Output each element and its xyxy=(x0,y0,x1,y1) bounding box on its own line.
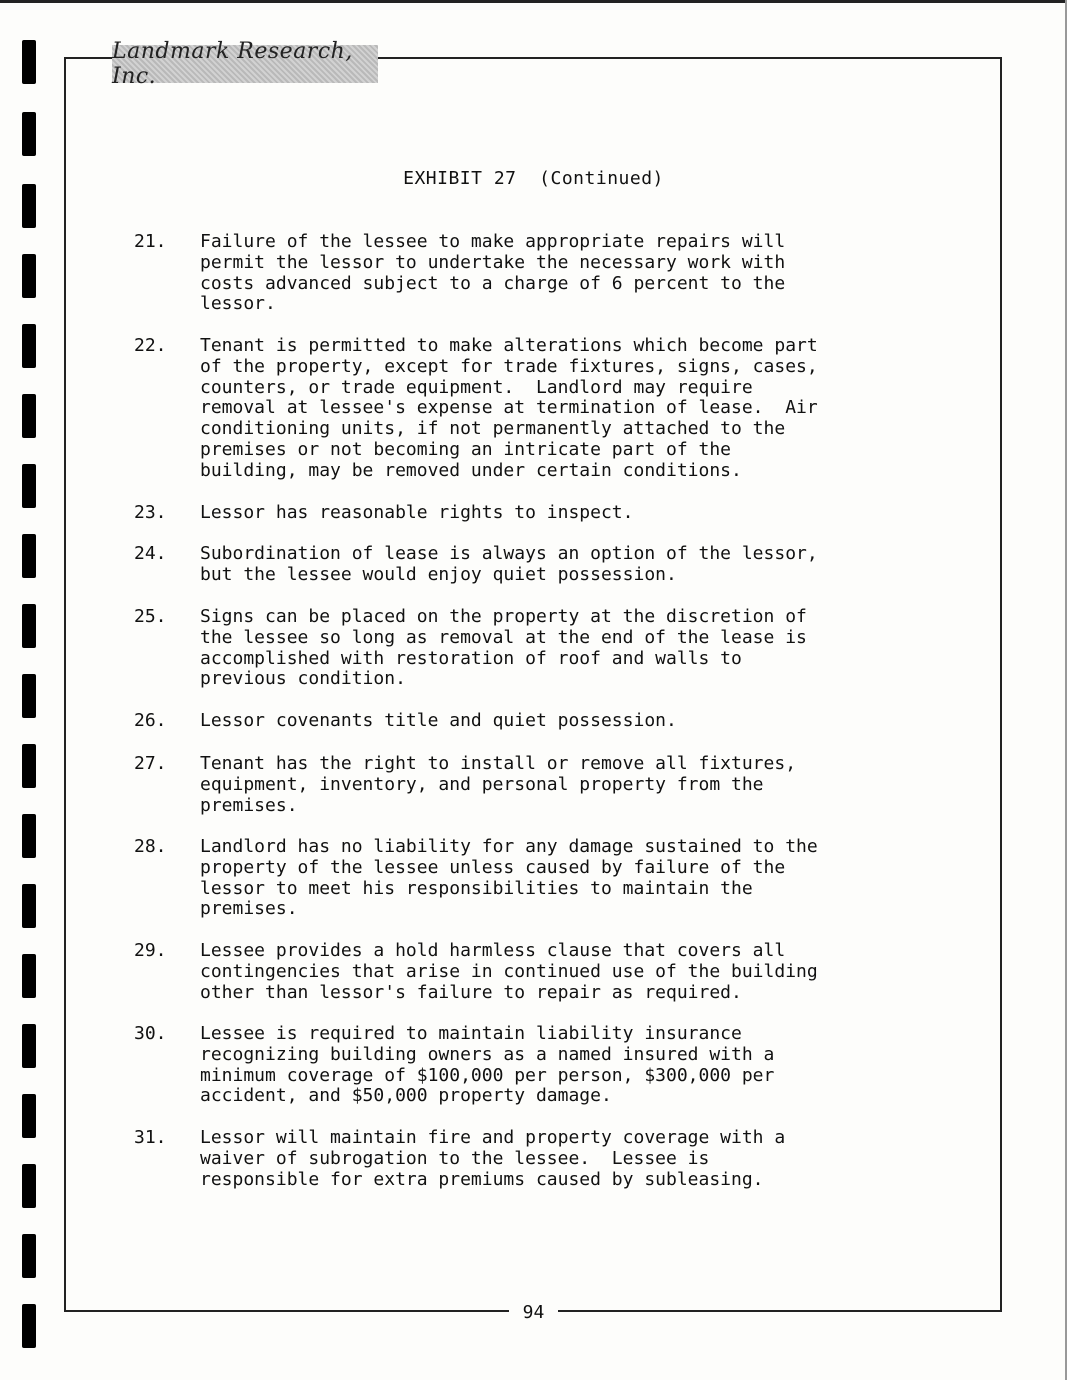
page-number xyxy=(0,1302,1067,1323)
item-number: 22. xyxy=(134,335,167,356)
company-logo xyxy=(112,39,378,89)
page-number-text: 94 xyxy=(509,1302,559,1323)
item-text: Signs can be placed on the property at the discretion of the lessee so long as removal at the end of the lease is accomplished with restoration of roof and walls to previous condition. xyxy=(200,606,807,690)
item-text: Lessor will maintain fire and property coverage with a waiver of subrogation to the lessee. Lessee is responsible for extra premiums caused by subleasing. xyxy=(200,1127,786,1190)
item-number: 30. xyxy=(134,1023,167,1044)
item-text: Tenant is permitted to make alterations which become part of the property, except for trade fixtures, signs, cases, counters, or trade equipment. Landlord may require removal at lessee's expense at termination of lease. Air conditioning units, if not permanently attached to the premises or not becoming an intricate part of the building, may be removed under certain conditions. xyxy=(200,335,818,481)
item-text: Failure of the lessee to make appropriate repairs will permit the lessor to undertake the necessary work with costs advanced subject to a charge of 6 percent to the lessor. xyxy=(200,231,786,315)
item-number: 21. xyxy=(134,231,167,252)
logo-text: Landmark Research, Inc. xyxy=(112,39,353,89)
item-text: Lessee provides a hold harmless clause that covers all contingencies that arise in continued use of the building other than lessor's failure to repair as required. xyxy=(200,940,818,1003)
item-number: 31. xyxy=(134,1127,167,1148)
item-text: Landlord has no liability for any damage sustained to the property of the lessee unless caused by failure of the lessor to meet his responsibilities to maintain the premises. xyxy=(200,836,818,920)
item-number: 29. xyxy=(134,940,167,961)
item-number: 24. xyxy=(134,543,167,564)
item-text: Tenant has the right to install or remove all fixtures, equipment, inventory, and personal property from the premises. xyxy=(200,753,797,816)
item-number: 28. xyxy=(134,836,167,857)
item-text: Lessee is required to maintain liability insurance recognizing building owners as a named insured with a minimum coverage of $100,000 per person, $300,000 per accident, and $50,000 property damage. xyxy=(200,1023,775,1107)
scan-edge-top xyxy=(0,0,1067,3)
item-text: Subordination of lease is always an option of the lessor, but the lessee would enjoy quiet possession. xyxy=(200,543,818,585)
item-number: 23. xyxy=(134,502,167,523)
item-text: Lessor has reasonable rights to inspect. xyxy=(200,502,634,523)
item-number: 26. xyxy=(134,710,167,731)
item-number: 27. xyxy=(134,753,167,774)
item-text: Lessor covenants title and quiet possession. xyxy=(200,710,677,731)
exhibit-title: EXHIBIT 27 (Continued) xyxy=(403,168,664,189)
item-number: 25. xyxy=(134,606,167,627)
